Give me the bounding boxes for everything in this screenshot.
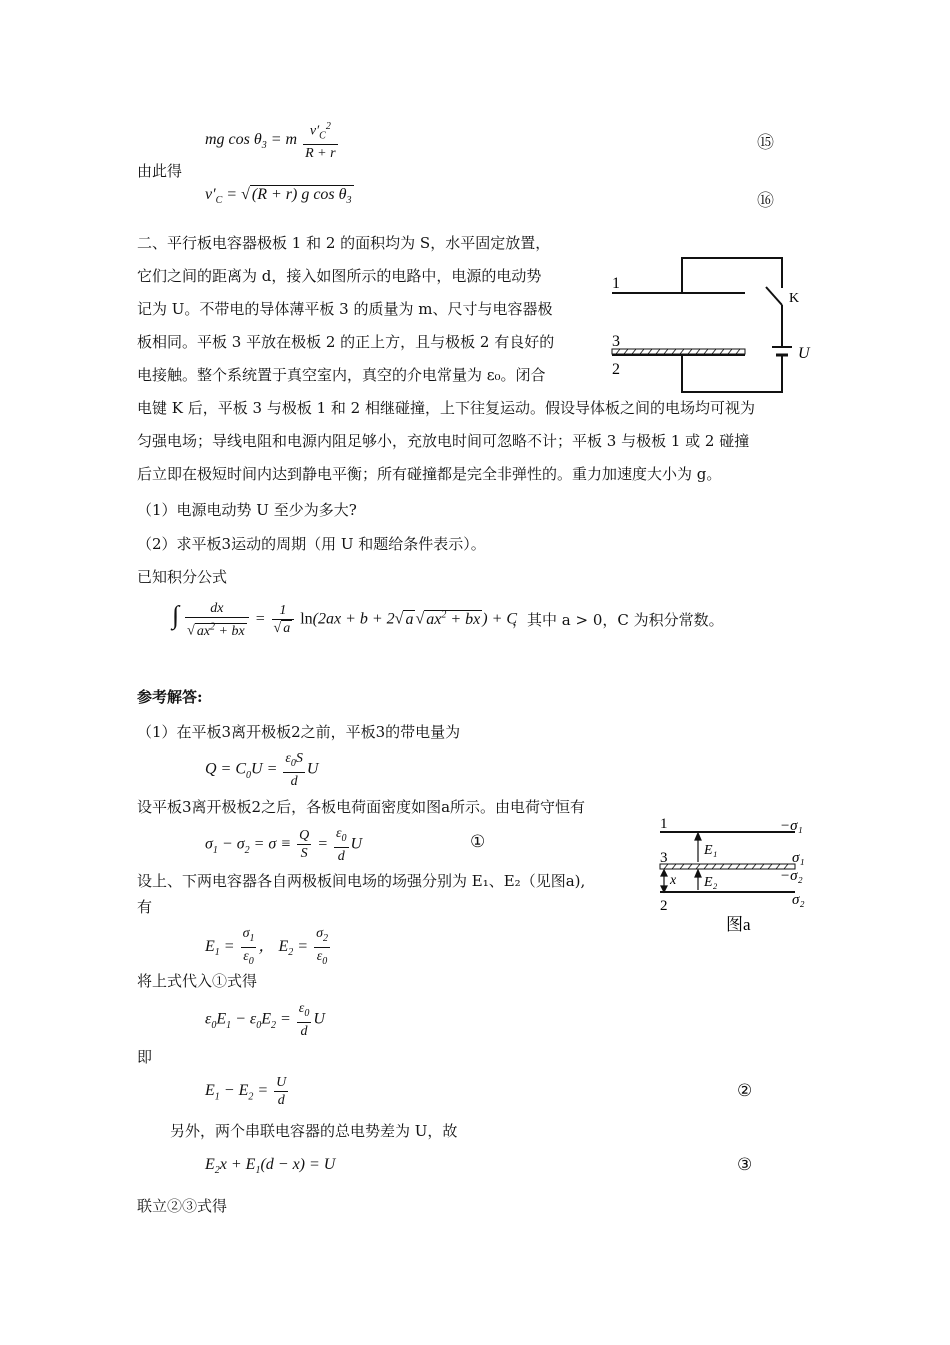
circuit-label-3: 3 xyxy=(612,333,620,350)
circuit-label-K: K xyxy=(789,291,800,306)
answer-line-3b: 有 xyxy=(137,898,153,916)
equation-1: $\sigma_1 - \sigma_2 = \sigma$ ≡ $\frac{Q}{S}$ = $\frac{\varepsilon_0}{d}$ U xyxy=(205,826,363,864)
wire-bottom xyxy=(682,355,782,392)
integral-formula: ∫ $\frac{dx}{√ ax^2 + bx}$ = $\frac{1}{√ a}$ ln(2ax + b + 2√ a √ $ax^2$ + bx ) + C xyxy=(172,600,518,639)
switch-K xyxy=(766,287,782,305)
circuit-diagram xyxy=(600,250,820,400)
answer-line-5: 即 xyxy=(137,1048,153,1066)
eq15-lhs: mg cos θ xyxy=(205,130,262,148)
question-2: （2）求平板3运动的周期（用 U 和题给条件表示）。 xyxy=(137,535,486,553)
figa-caption: 图a xyxy=(726,915,751,934)
answer-line-7: 联立②③式得 xyxy=(137,1197,228,1215)
circuit-label-2: 2 xyxy=(612,361,620,378)
answer-line-2: 设平板3离开极板2之后，各板电荷面密度如图a所示。由电荷守恒有 xyxy=(137,798,586,816)
eq15-mark: ⑮ xyxy=(757,133,774,153)
problem-line-1: 二、平行板电容器极板 1 和 2 的面积均为 S，水平固定放置， xyxy=(137,234,551,252)
figa-sigma2-bot: σ₂ xyxy=(792,892,805,908)
known-formula-label: 已知积分公式 xyxy=(137,568,228,586)
answer-line-6: 另外，两个串联电容器的总电势差为 U，故 xyxy=(170,1122,458,1140)
problem-line-3: 记为 U。不带电的导体薄平板 3 的质量为 m、尺寸与电容器极 xyxy=(137,300,553,318)
problem-line-4: 板相同。平板 3 平放在极板 2 的正上方，且与极板 2 有良好的 xyxy=(137,333,555,351)
figa-E2-label: E₂ xyxy=(704,875,718,890)
problem-line-8: 后立即在极短时间内达到静电平衡；所有碰撞都是完全非弹性的。重力加速度大小为 g。 xyxy=(137,465,722,483)
equation-E1-E2: $E_1$ = $\frac{\sigma_1}{\varepsilon_0}$ ， $E_2$ = $\frac{\sigma_2}{\varepsilon_0}$ xyxy=(205,926,328,967)
problem-line-7: 匀强电场；导线电阻和电源内阻足够小，充放电时间可忽略不计；平板 3 与极板 1 或 2 碰撞 xyxy=(137,432,750,450)
eq16-mark: ⑯ xyxy=(757,191,774,211)
equation-3: $E_2x + E_1(d - x) = U$ xyxy=(205,1156,336,1177)
circuit-label-1: 1 xyxy=(612,275,620,292)
eq3-mark: ③ xyxy=(737,1155,753,1175)
problem-line-2: 它们之间的距离为 d，接入如图所示的电路中，电源的电动势 xyxy=(137,267,542,285)
figa-label-3: 3 xyxy=(660,850,668,866)
answer-heading: 参考解答: xyxy=(137,688,203,706)
figure-a xyxy=(650,812,820,942)
answer-line-4: 将上式代入①式得 xyxy=(137,972,258,990)
equation-15: mg $\cos \theta_3 = m$ $\frac{v'_C^2}{R + r}$ xyxy=(205,118,340,162)
integral-note: ，其中 a > 0，C 为积分常数。 xyxy=(512,611,724,629)
circuit-label-U: U xyxy=(798,345,810,362)
figa-sigma1-mid: σ₁ xyxy=(792,850,805,866)
eq2-mark: ② xyxy=(737,1081,753,1101)
equation-sub: $\varepsilon_0E_1 - \varepsilon_0E_2$ = $\frac{\varepsilon_0}{d}$ U xyxy=(205,1001,325,1039)
figa-label-1: 1 xyxy=(660,816,668,832)
eq15-fraction: $\frac{v'_C^2}{R + r}$ xyxy=(303,118,337,162)
figa-sigma1-top: −σ₁ xyxy=(780,818,803,834)
eq1-mark: ① xyxy=(470,832,486,852)
figa-E1-label: E₁ xyxy=(704,843,718,858)
problem-line-5: 电接触。整个系统置于真空室内，真空的介电常量为 ε₀。闭合 xyxy=(137,366,546,384)
figa-x-label: x xyxy=(670,873,677,888)
figa-label-2: 2 xyxy=(660,898,668,914)
equation-16: $v'_C$ = √ (R + r) g $\cos \theta_3$ xyxy=(205,186,352,207)
from-this-text: 由此得 xyxy=(137,162,183,180)
equation-Q: $Q = C_0U$ = $\frac{\varepsilon_0S}{d}$ U xyxy=(205,751,319,789)
question-1: （1）电源电动势 U 至少为多大? xyxy=(137,501,357,519)
plate-3 xyxy=(612,349,745,354)
answer-line-1: （1）在平板3离开极板2之前，平板3的带电量为 xyxy=(137,723,461,741)
answer-line-3: 设上、下两电容器各自两极板间电场的场强分别为 E₁、E₂（见图a), xyxy=(137,872,586,890)
figa-sigma2-mid: −σ₂ xyxy=(780,868,803,884)
equation-2: $E_1 - E_2$ = $\frac{U}{d}$ xyxy=(205,1075,287,1108)
problem-line-6: 电键 K 后，平板 3 与极板 1 和 2 相继碰撞，上下往复运动。假设导体板之间的电场均可视为 xyxy=(137,399,755,417)
